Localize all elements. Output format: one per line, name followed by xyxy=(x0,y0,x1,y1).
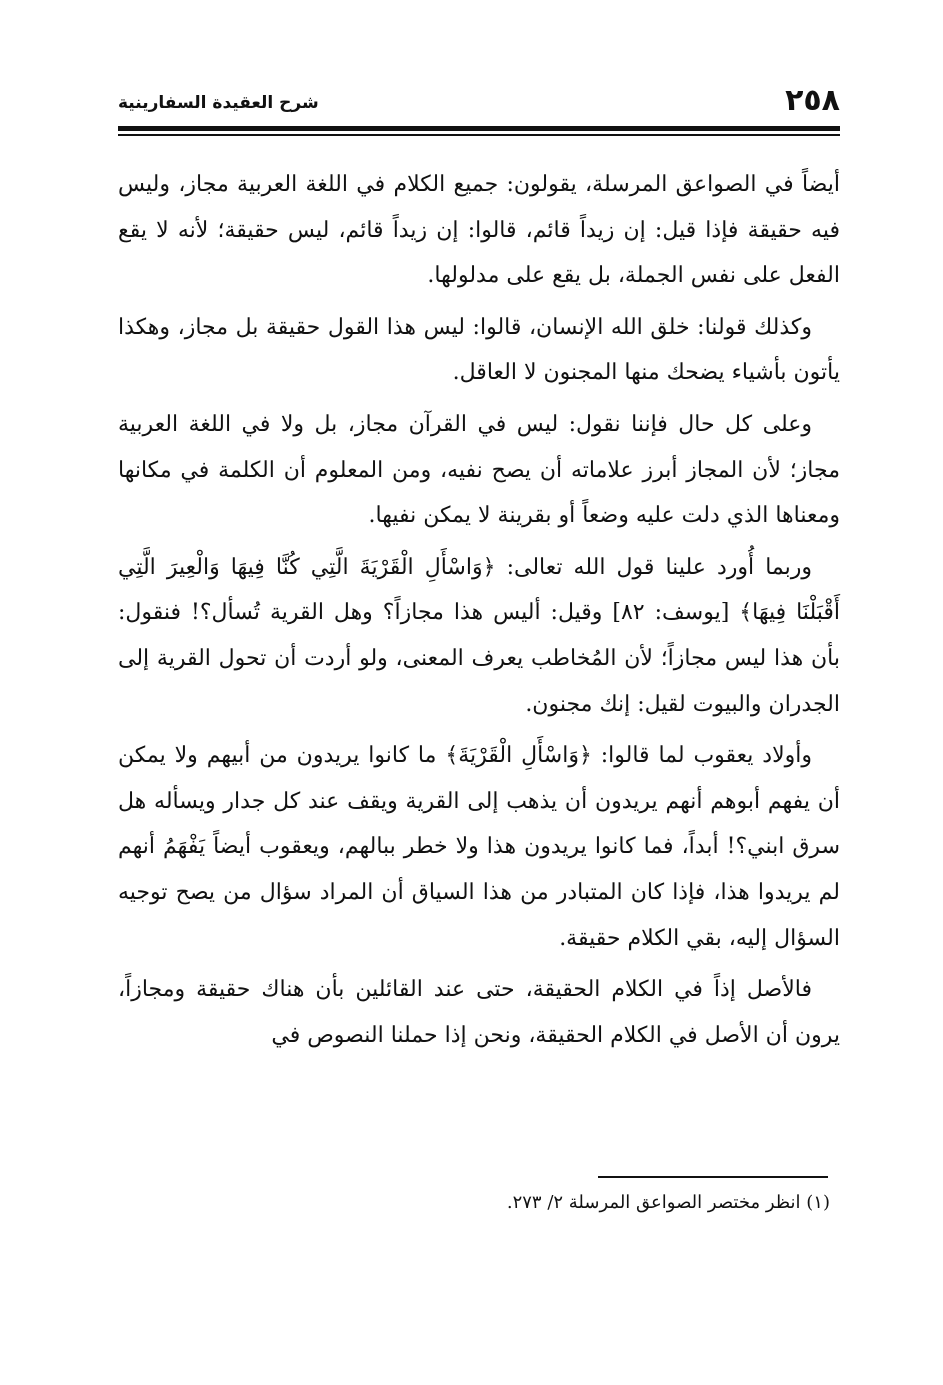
paragraph: وكذلك قولنا: خلق الله الإنسان، قالوا: ليس هذا القول حقيقة بل مجاز، وهكذا يأتون بأشياء يضحك منها المجنون لا العاقل. xyxy=(118,314,840,386)
page-header xyxy=(118,82,840,122)
paragraph: وعلى كل حال فإننا نقول: ليس في القرآن مجاز، بل ولا في اللغة العربية مجاز؛ لأن المجاز أبرز علاماته أن يصح نفيه، ومن المعلوم أن الكلمة في مكانها ومعناها الذي دلت عليه وضعاً أو بقرينة لا يمكن نفيها. xyxy=(118,411,840,529)
paragraph: وأولاد يعقوب لما قالوا: ﴿وَاسْأَلِ الْقَرْيَةَ﴾ ما كانوا يريدون من أبيهم ولا يمكن أن يفهم أبوهم أنهم يريدون أن يذهب إلى القرية ويقف عند كل جدار ويسأله هل سرق ابني؟! أبداً، فما كانوا يريدون هذا ولا خطر ببالهم، ويعقوب أيضاً يَفْهَمُ أنهم لم يريدوا هذا، فإذا كان المتبادر من هذا السياق أن المراد سؤال من يصح توجيه السؤال إليه، بقي الكلام حقيقة. xyxy=(118,743,840,951)
main-text xyxy=(118,162,840,1064)
paragraph: فالأصل إذاً في الكلام الحقيقة، حتى عند القائلين بأن هناك حقيقة ومجازاً، يرون أن الأصل في الكلام الحقيقة، ونحن إذا حملنا النصوص في xyxy=(118,977,840,1048)
header-rule-thick xyxy=(118,126,840,131)
footnote: (١) انظر مختصر الصواعق المرسلة ٢/ ٢٧٣. xyxy=(506,1192,830,1213)
paragraph: وربما أُورد علينا قول الله تعالى: ﴿وَاسْأَلِ الْقَرْيَةَ الَّتِي كُنَّا فِيهَا وَالْعِيرَ الَّتِي أَقْبَلْنَا فِيهَا﴾ [يوسف: ٨٢] وقيل: أليس هذا مجازاً؟ وهل القرية تُسأل؟! فنقول: بأن هذا ليس مجازاً؛ لأن المُخاطب يعرف المعنى، ولو أردت أن تحول القرية إلى الجدران والبيوت لقيل: إنك مجنون. xyxy=(118,554,840,717)
header-rule-thin xyxy=(118,134,840,136)
page-number: ٢٥٨ xyxy=(785,83,840,118)
running-title: شرح العقيدة السفارينية xyxy=(118,93,319,113)
footnote-separator xyxy=(598,1176,828,1178)
paragraph: أيضاً في الصواعق المرسلة، يقولون: جميع الكلام في اللغة العربية مجاز، وليس فيه حقيقة فإذا قيل: إن زيداً قائم، قالوا: إن زيداً قائم، ليس حقيقة؛ لأنه لا يقع الفعل على نفس الجملة، بل يقع على مدلولها. xyxy=(118,172,840,289)
